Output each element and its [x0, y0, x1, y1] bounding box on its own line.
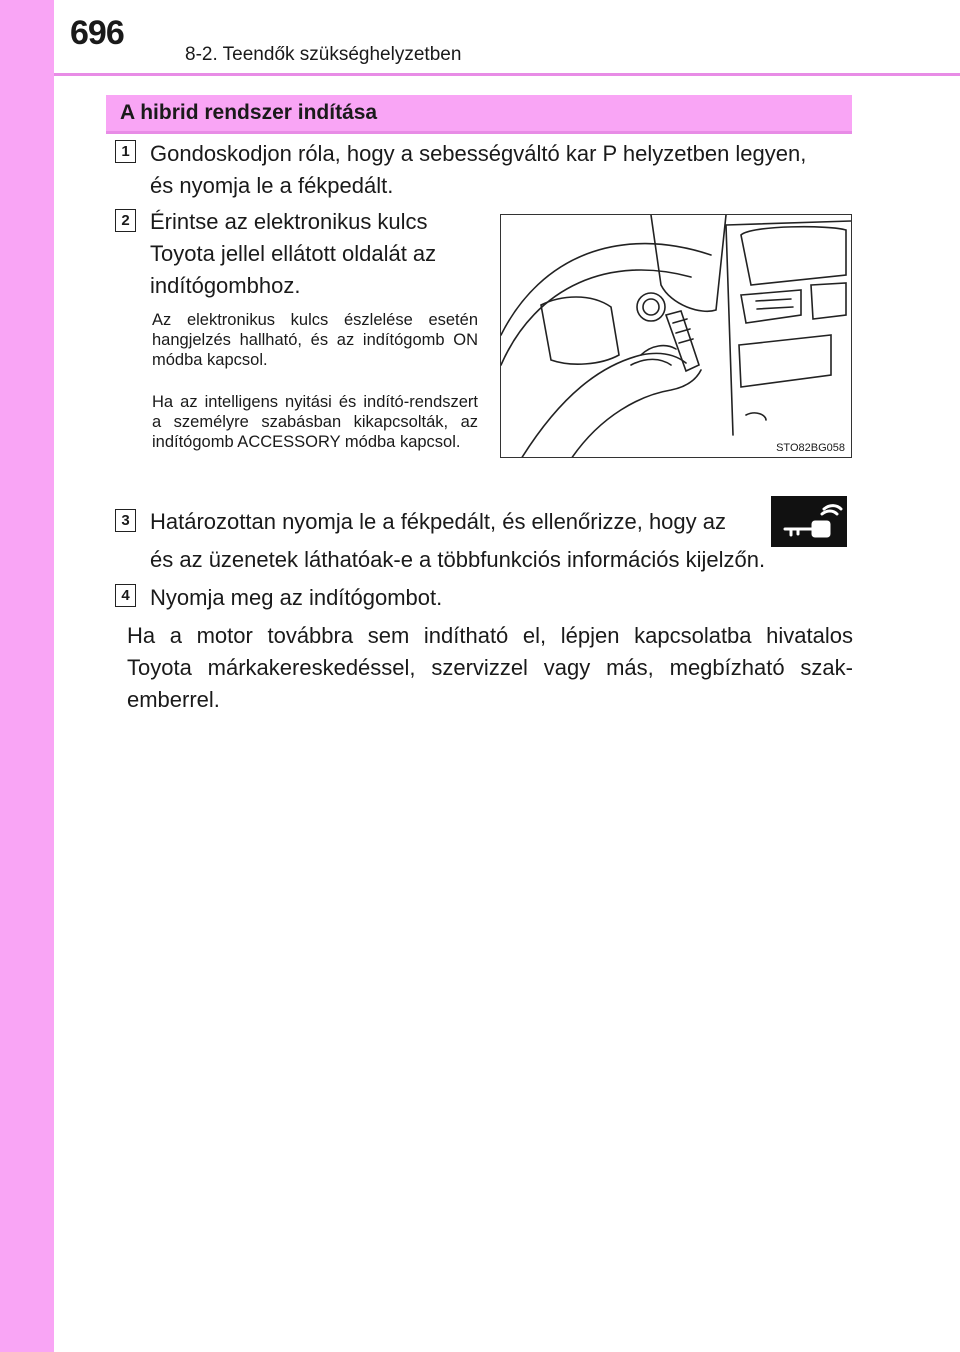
figure-code: STO82BG058 — [776, 442, 845, 454]
step-1-text-line2: és nyomja le a fékpedált. — [150, 173, 394, 198]
section-title: A hibrid rendszer indítása — [120, 101, 378, 124]
step-number-4: 4 — [115, 584, 136, 607]
step-2-text-line3: indítógombhoz. — [150, 273, 301, 298]
chapter-title: 8-2. Teendők szükséghelyzetben — [185, 44, 462, 65]
step-number-2: 2 — [115, 209, 136, 232]
section-heading — [106, 95, 852, 134]
side-tab — [0, 0, 54, 1352]
page-number: 696 — [70, 14, 124, 52]
step-1-text-line1: Gondoskodjon róla, hogy a sebességváltó kar P helyzetben legyen, — [150, 141, 807, 166]
gauge-cluster — [541, 297, 619, 364]
step-2-text-line1: Érintse az elektronikus kulcs — [150, 209, 428, 234]
lower-vent — [739, 335, 831, 387]
key-indicator-icon — [771, 496, 847, 547]
closing-line2: Toyota márkakereskedéssel, szervizzel vagy más, megbízható szak- — [127, 655, 853, 680]
hand-outline — [521, 353, 686, 458]
start-button-illustration — [500, 214, 852, 458]
closing-line1: Ha a motor továbbra sem indítható el, lépjen kapcsolatba hivatalos — [127, 623, 853, 648]
note-key-detected: Az elektronikus kulcs észlelése esetén hangjelzés hallható, és az indítógomb ON módba kapcsol. — [152, 311, 478, 369]
dashboard-key-drawing — [501, 215, 852, 458]
step-3-text-line1: Határozottan nyomja le a fékpedált, és ellenőrizze, hogy az — [150, 509, 726, 534]
step-3-text-line2: és az üzenetek láthatóak-e a többfunkciós információs kijelzőn. — [150, 547, 766, 572]
note-accessory-mode: Ha az intelligens nyitási és indító-rendszert a személyre szabásban kikapcsolták, az indítógomb ACCESSORY módba kapcsol. — [152, 393, 478, 451]
header-rule — [54, 73, 960, 76]
step-number-3: 3 — [115, 509, 136, 532]
screen-panel — [741, 227, 846, 285]
start-button — [637, 293, 665, 321]
step-4-text: Nyomja meg az indítógombot. — [150, 585, 443, 610]
step-2-text-line2: Toyota jellel ellátott oldalát az — [150, 241, 437, 266]
closing-line3: emberrel. — [127, 687, 220, 712]
step-number-1: 1 — [115, 140, 136, 163]
